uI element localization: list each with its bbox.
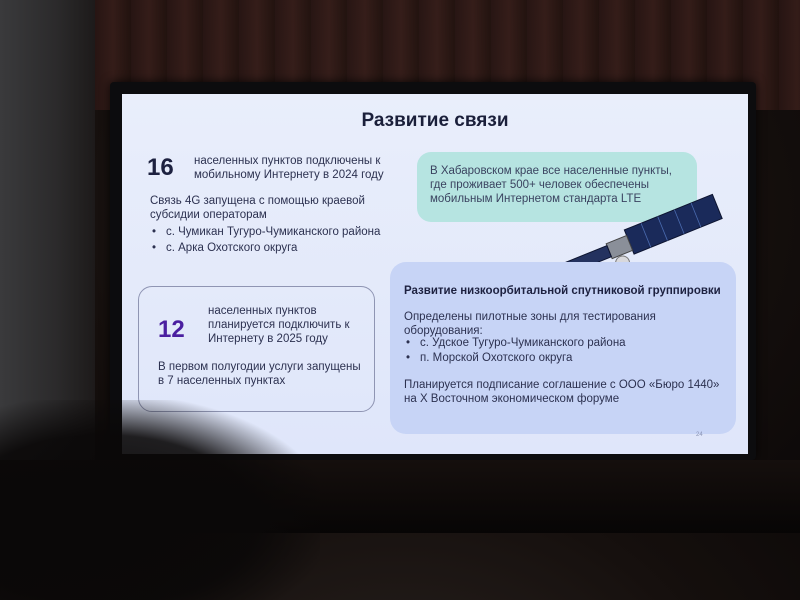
- pilot-zones-list: [404, 336, 626, 366]
- list-item: • с. Чумикан Тугуро-Чумиканского района: [150, 224, 380, 240]
- stat-note-12: В первом полугодии услуги запущены в 7 населенных пунктах: [158, 361, 361, 387]
- stat-number-16: 16: [147, 154, 174, 181]
- list-item: • п. Морской Охотского округа: [404, 351, 626, 366]
- stat-number-12: 12: [158, 316, 185, 343]
- agreement-text: Планируется подписание соглашение с ООО «Бюро 1440» на X Восточном экономическом форуме: [404, 379, 720, 405]
- stat-text-12: населенных пунктов планируется подключить к Интернету в 2025 году: [208, 305, 350, 345]
- stat-text-16: населенных пунктов подключены к мобильному Интернету в 2024 году: [194, 155, 384, 181]
- 4g-text: Связь 4G запущена с помощью краевой субсидии операторам: [150, 195, 365, 221]
- 4g-list: [150, 224, 380, 256]
- lte-text: В Хабаровском крае все населенные пункты, где проживает 500+ человек обеспечены мобильным Интернетом стандарта LTE: [430, 165, 672, 205]
- satellite-heading: Развитие низкоорбитальной спутниковой группировки: [404, 285, 721, 297]
- slide-page-number: 24: [696, 432, 703, 438]
- satellite-text: Определены пилотные зоны для тестирования оборудования:: [404, 311, 656, 337]
- list-item: • с. Арка Охотского округа: [150, 240, 380, 256]
- list-item: • с. Удское Тугуро-Чумиканского района: [404, 336, 626, 351]
- slide-title: Развитие связи: [361, 110, 509, 131]
- blurred-head-silhouette: [0, 400, 320, 600]
